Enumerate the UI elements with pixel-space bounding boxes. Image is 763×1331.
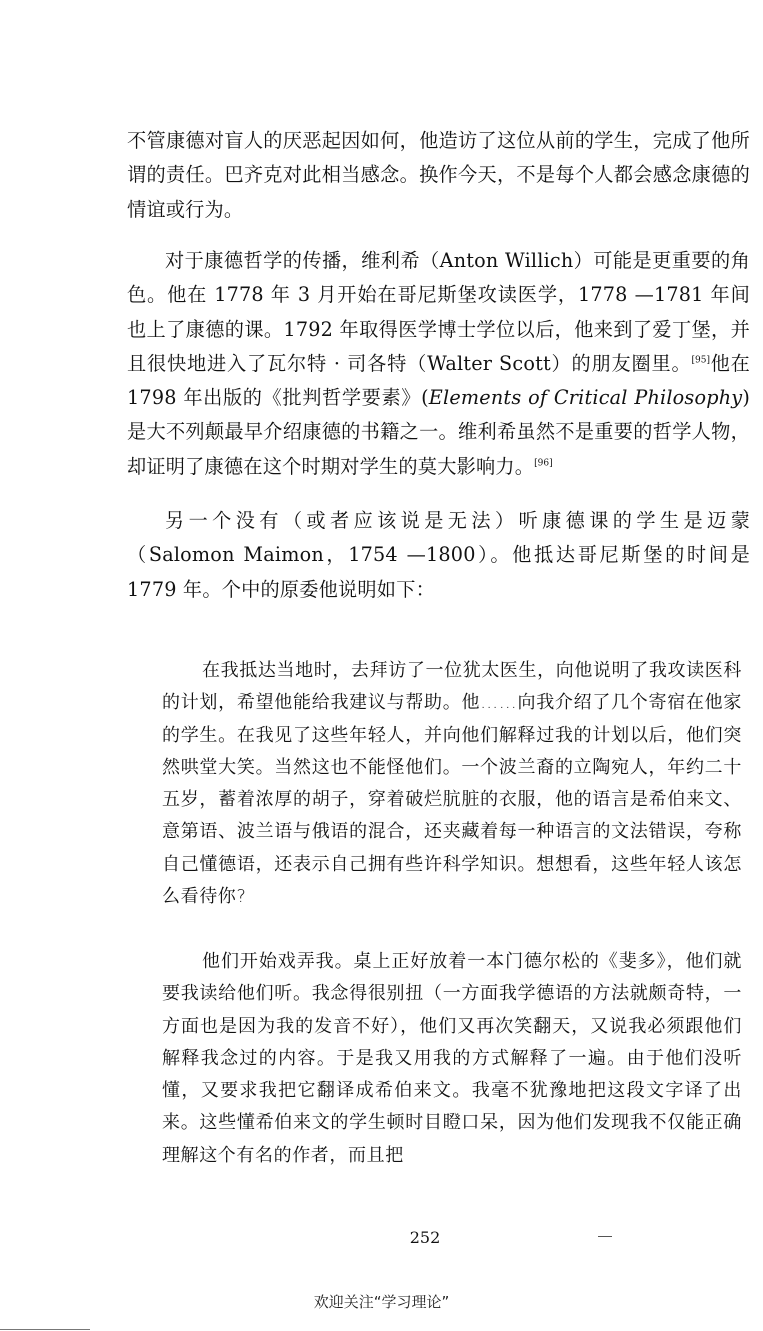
footnote-ref-96: [96] — [534, 458, 553, 469]
paragraph-1: 不管康德对盲人的厌恶起因如何，他造访了这位从前的学生，完成了他所谓的责任。巴齐克对此相当感念。换作今天，不是每个人都会感念康德的情谊或行为。 — [127, 129, 750, 221]
paragraph-2-text-b: 他在 1798 年出版的《批判哲学要素》( — [127, 351, 750, 410]
block-quote-2: 他们开始戏弄我。桌上正好放着一本门德尔松的《斐多》，他们就要我读给他们听。我念得很别扭（一方面我学德语的方法就颇奇特，一方面也是因为我的发音不好），他们又再次笑翻天，又说我必须跟他们解释我念过的内容。于是我又用我的方式解释了一遍。由于他们没听懂，又要求我把它翻译成希伯来文。我毫不犹豫地把这段文字译了出来。这些懂希伯来文的学生顿时目瞪口呆，因为他们发现我不仅能正确理解这个有名的作者，而且把 — [162, 951, 742, 1166]
book-title-italic: Elements of Critical Philosophy — [428, 386, 743, 410]
paragraph-3: 另一个没有（或者应该说是无法）听康德课的学生是迈蒙（Salomon Maimon，1754 —1800）。他抵达哥尼斯堡的时间是 1779 年。个中的原委他说明如下： — [127, 509, 750, 601]
paragraph-2 — [127, 244, 750, 484]
footnote-ref-95: [95] — [691, 355, 710, 366]
footer-note: 欢迎关注“学习理论” — [313, 1293, 450, 1311]
paragraph-2-text-c: ) 是大不列颠最早介绍康德的书籍之一。维利希虽然不是重要的哲学人物，却证明了康德在这个时期对学生的莫大影响力。 — [127, 386, 751, 478]
page-number: 252 — [409, 1228, 441, 1247]
block-quote-1: 在我抵达当地时，去拜访了一位犹太医生，向他说明了我攻读医科的计划，希望他能给我建议与帮助。他……向我介绍了几个寄宿在他家的学生。在我见了这些年轻人，并向他们解释过我的计划以后，他们突然哄堂大笑。当然这也不能怪他们。一个波兰裔的立陶宛人，年约二十五岁，蓄着浓厚的胡子，穿着破烂肮脏的衣服，他的语言是希伯来文、意第语、波兰语与俄语的混合，还夹藏着每一种语言的文法错误，夸称自己懂德语，还表示自己拥有些许科学知识。想想看，这些年轻人该怎么看待你? — [162, 660, 742, 908]
bottom-rule — [0, 1329, 90, 1330]
paragraph-2-text-a: 对于康德哲学的传播，维利希（Anton Willich）可能是更重要的角色。他在 1778 年 3 月开始在哥尼斯堡攻读医学，1778 —1781 年间也上了康德的课。1792 年取得医学博士学位以后，他来到了爱丁堡，并且很快地进入了瓦尔特 · 司各特（Walter Scott）的朋友圈里。 — [127, 249, 750, 375]
scan-mark — [598, 1236, 612, 1237]
